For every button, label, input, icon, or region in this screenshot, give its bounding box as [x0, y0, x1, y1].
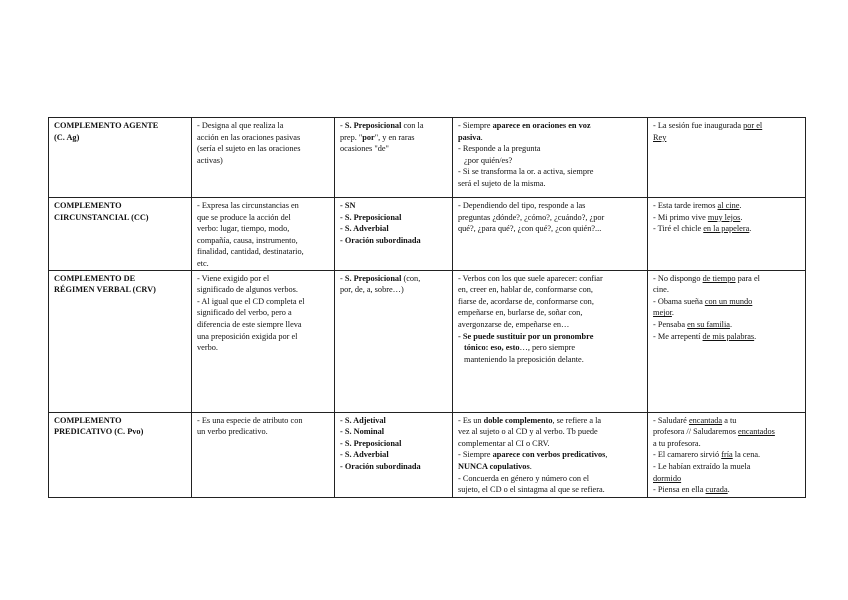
- row-title: COMPLEMENTO CIRCUNSTANCIAL (CC): [49, 198, 192, 271]
- table-row-circunstancial: [49, 198, 806, 271]
- table-row-regimen: [49, 270, 806, 412]
- table-row-predicativo: [49, 412, 806, 497]
- row-title: COMPLEMENTO PREDICATIVO (C. Pvo): [49, 412, 192, 497]
- notes-cell: - Verbos con los que suele aparecer: confiar en, creer en, hablar de, conformarse con, fiarse de, acordarse de, conformarse con, empeñarse en, burlarse de, soñar con, avergonzarse de, empeñarse en… - Se puede sustituir por un pronombre tónico: eso, esto…, pero siempre manteniendo la preposición delante.: [453, 270, 648, 412]
- row-title: COMPLEMENTO AGENTE (C. Ag): [49, 118, 192, 198]
- examples-cell: - La sesión fue inaugurada por el Rey: [648, 118, 806, 198]
- definition-cell: - Designa al que realiza la acción en las oraciones pasivas (sería el sujeto en las oraciones activas): [192, 118, 335, 198]
- forms-cell: - SN - S. Preposicional - S. Adverbial - Oración subordinada: [335, 198, 453, 271]
- examples-cell: - Saludaré encantada a tu profesora // Saludaremos encantados a tu profesora. - El camarero sirvió fría la cena. - Le habían extraído la muela dormido - Piensa en ella curada.: [648, 412, 806, 497]
- notes-cell: - Es un doble complemento, se refiere a la vez al sujeto o al CD y al verbo. Tb puede complementar al CI o CRV. - Siempre aparece con verbos predicativos, NUNCA copulativos. - Concuerda en género y número con el sujeto, el CD o el sintagma al que se refiera.: [453, 412, 648, 497]
- definition-cell: - Expresa las circunstancias en que se produce la acción del verbo: lugar, tiempo, modo, compañía, causa, instrumento, finalidad, cantidad, destinatario, etc.: [192, 198, 335, 271]
- definition-cell: - Es una especie de atributo con un verbo predicativo.: [192, 412, 335, 497]
- examples-cell: - Esta tarde iremos al cine. - Mi primo vive muy lejos. - Tiré el chicle en la papelera.: [648, 198, 806, 271]
- forms-cell: - S. Preposicional con la prep. "por", y en raras ocasiones "de": [335, 118, 453, 198]
- notes-cell: - Dependiendo del tipo, responde a las preguntas ¿dónde?, ¿cómo?, ¿cuándo?, ¿por qué?, ¿para qué?, ¿con qué?, ¿con quién?...: [453, 198, 648, 271]
- table-row-agente: [49, 118, 806, 198]
- forms-cell: - S. Adjetival - S. Nominal - S. Preposicional - S. Adverbial - Oración subordinada: [335, 412, 453, 497]
- forms-cell: - S. Preposicional (con, por, de, a, sobre…): [335, 270, 453, 412]
- grammar-table: [48, 117, 806, 498]
- notes-cell: - Siempre aparece en oraciones en voz pasiva. - Responde a la pregunta ¿por quién/es? - Si se transforma la or. a activa, siempre será el sujeto de la misma.: [453, 118, 648, 198]
- definition-cell: - Viene exigido por el significado de algunos verbos. - Al igual que el CD completa el significado del verbo, pero a diferencia de este siempre lleva una preposición exigida por el verbo.: [192, 270, 335, 412]
- examples-cell: - No dispongo de tiempo para el cine. - Obama sueña con un mundo mejor. - Pensaba en su familia. - Me arrepentí de mis palabras.: [648, 270, 806, 412]
- row-title: COMPLEMENTO DE RÉGIMEN VERBAL (CRV): [49, 270, 192, 412]
